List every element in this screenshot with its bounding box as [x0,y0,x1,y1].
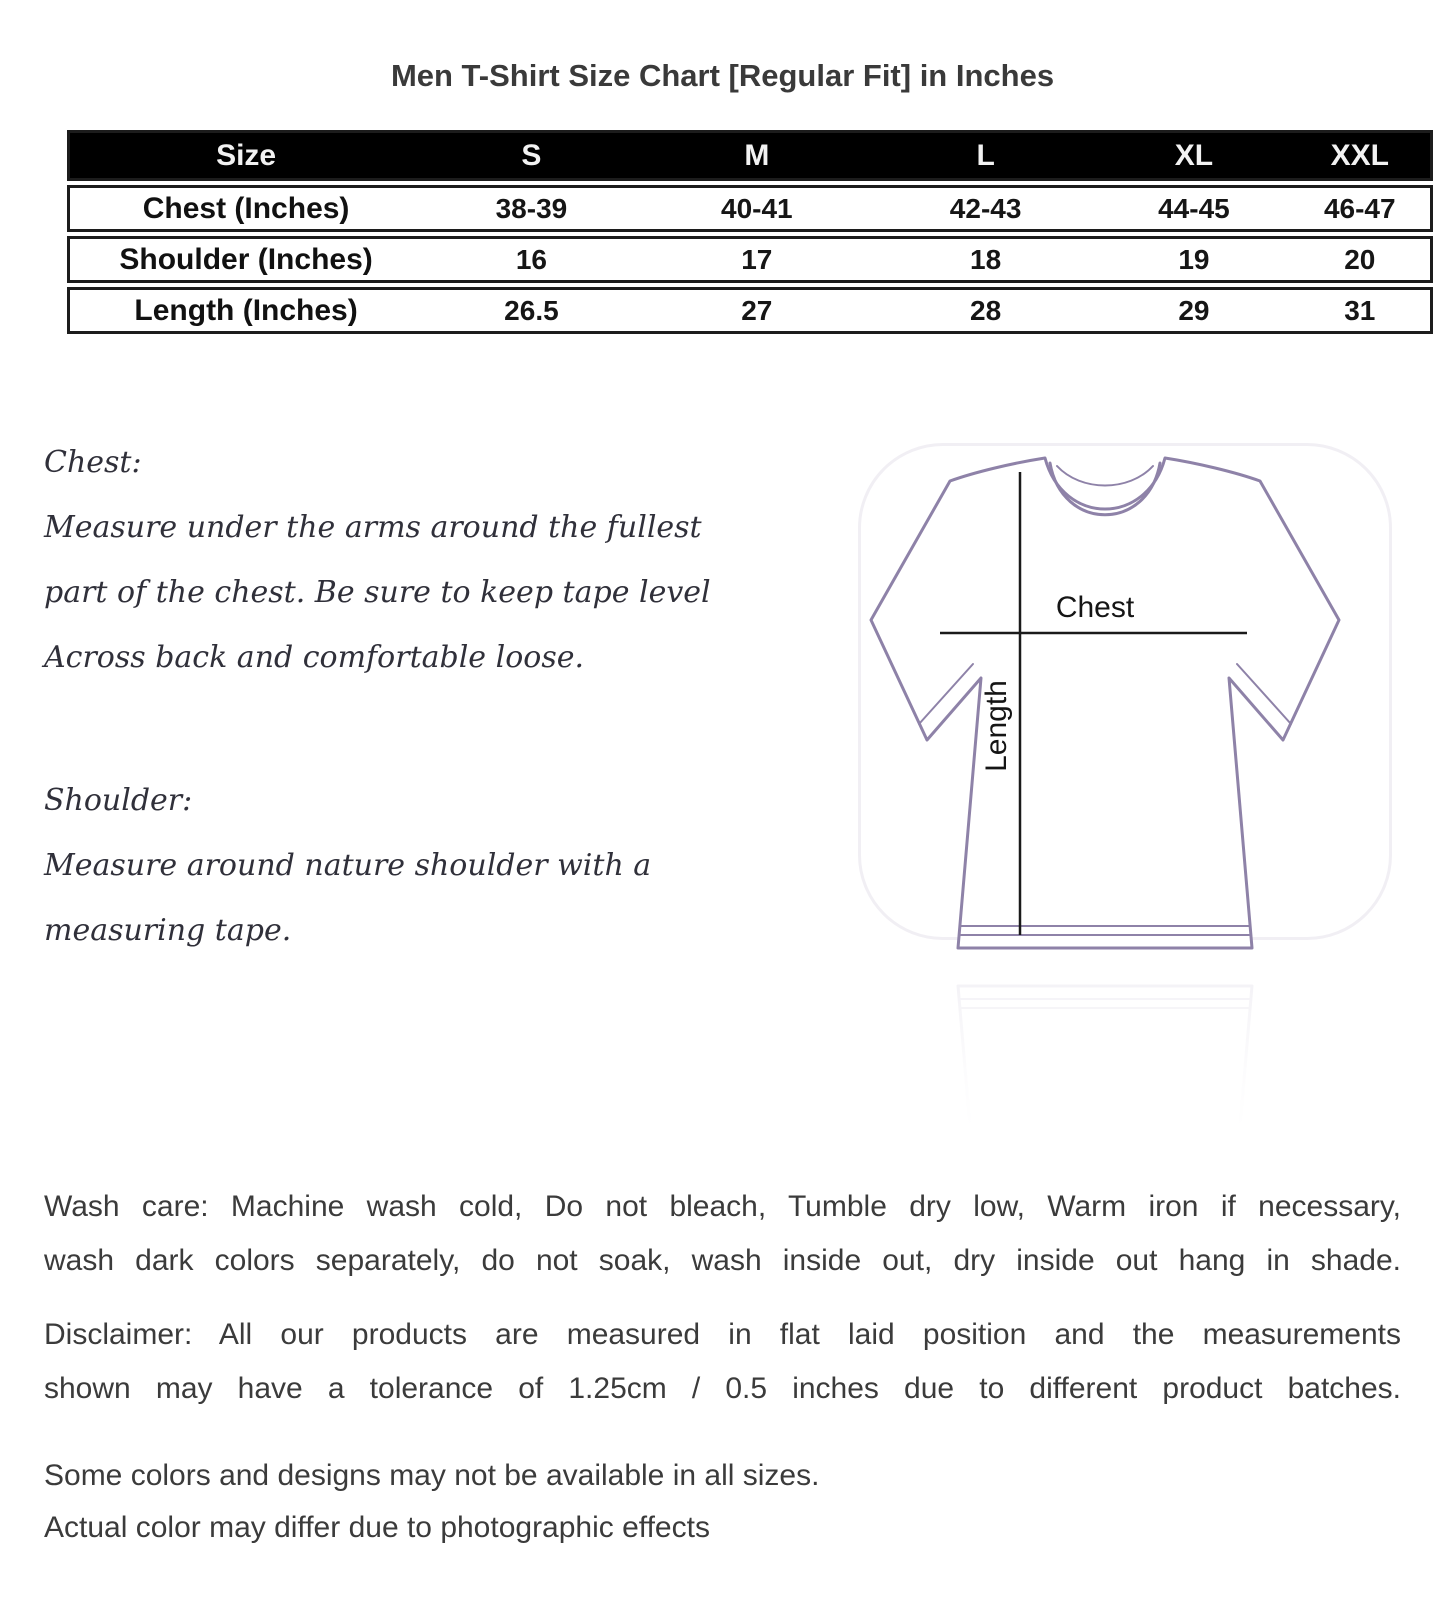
value-cell: 42-43 [873,185,1098,232]
wash-care-line: Wash care: Machine wash cold, Do not bleach, Tumble dry low, Warm iron if necessary, [44,1190,1401,1223]
value-cell: 27 [641,287,873,334]
length-measure-label: Length [980,680,1013,772]
chest-guide-line: part of the chest. Be sure to keep tape level [44,575,711,610]
row-label-shoulder: Shoulder (Inches) [67,236,422,283]
header-cell-m: M [641,130,873,181]
chest-guide-line: Across back and comfortable loose. [44,640,584,675]
header-cell-s: S [422,130,641,181]
shoulder-measuring-guide [44,768,651,963]
shoulder-guide-line: Measure around nature shoulder with a [44,848,652,883]
shoulder-guide-line: measuring tape. [44,913,292,948]
value-cell: 38-39 [422,185,641,232]
value-cell: 44-45 [1098,185,1289,232]
availability-note-line: Some colors and designs may not be available in all sizes. [44,1459,820,1492]
tshirt-outline [871,458,1339,948]
value-cell: 16 [422,236,641,283]
header-cell-l: L [873,130,1098,181]
shoulder-guide-heading: Shoulder: [44,783,193,818]
wash-care-line: wash dark colors separately, do not soak, wash inside out, dry inside out hang in shade. [44,1244,1401,1277]
row-label-length: Length (Inches) [67,287,422,334]
value-cell: 26.5 [422,287,641,334]
header-cell-xxl: XXL [1290,130,1433,181]
chest-guide-line: Measure under the arms around the fullest [44,510,702,545]
value-cell: 18 [873,236,1098,283]
size-chart-header-row [67,130,1433,181]
table-row-chest [67,185,1433,232]
disclaimer-line: Disclaimer: All our products are measured in flat laid position and the measurements [44,1318,1401,1351]
table-row-length [67,287,1433,334]
size-chart-table [67,126,1433,338]
reflection-fade-overlay [855,976,1355,1138]
photo-effect-note-line: Actual color may differ due to photographic effects [44,1511,710,1544]
chest-measure-label: Chest [1055,591,1135,624]
value-cell: 46-47 [1290,185,1433,232]
value-cell: 19 [1098,236,1289,283]
row-label-chest: Chest (Inches) [67,185,422,232]
header-cell-xl: XL [1098,130,1289,181]
wash-care-text [44,1180,1401,1288]
chest-measuring-guide [44,430,711,690]
value-cell: 40-41 [641,185,873,232]
value-cell: 28 [873,287,1098,334]
chest-guide-heading: Chest: [44,445,142,480]
header-cell-size: Size [67,130,422,181]
value-cell: 17 [641,236,873,283]
value-cell: 29 [1098,287,1289,334]
value-cell: 20 [1290,236,1433,283]
value-cell: 31 [1290,287,1433,334]
table-row-shoulder [67,236,1433,283]
tshirt-diagram [855,428,1355,973]
page-title: Men T-Shirt Size Chart [Regular Fit] in Inches [390,58,1055,93]
disclaimer-text [44,1308,1401,1416]
disclaimer-line: shown may have a tolerance of 1.25cm / 0.5 inches due to different product batches. [44,1372,1401,1405]
availability-notes [44,1450,1401,1554]
tshirt-reflection [855,976,1355,1138]
